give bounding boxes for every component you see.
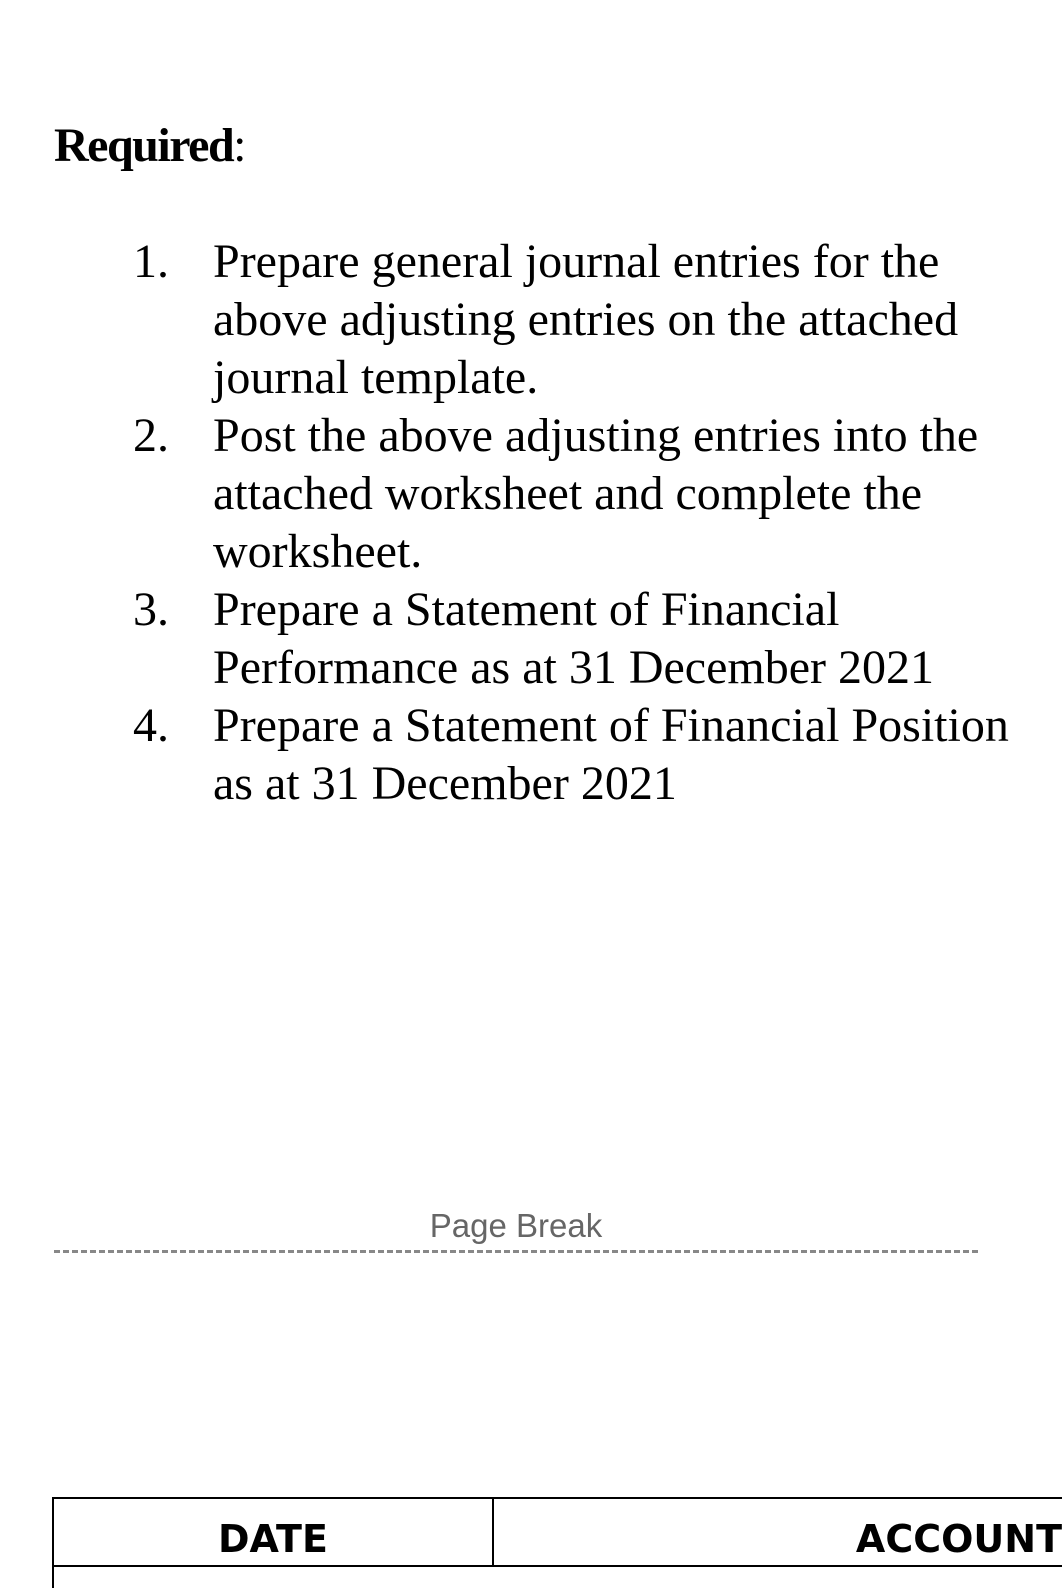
list-item bbox=[0, 581, 1013, 697]
list-item-text: Post the above adjusting entries into the attached worksheet and complete the worksheet. bbox=[213, 409, 979, 578]
list-item-text: Prepare a Statement of Financial Performance as at 31 December 2021 bbox=[213, 583, 935, 694]
list-item bbox=[0, 697, 1013, 813]
journal-table bbox=[52, 1497, 1062, 1588]
page-break bbox=[54, 1206, 978, 1256]
list-item-number: 2. bbox=[133, 409, 169, 462]
column-header-date: DATE bbox=[54, 1499, 494, 1565]
required-heading-colon: : bbox=[233, 119, 245, 172]
list-item bbox=[0, 233, 1013, 407]
list-item-text: Prepare general journal entries for the above adjusting entries on the attached journal template. bbox=[213, 235, 959, 404]
page-break-divider bbox=[54, 1250, 978, 1253]
journal-table-header-row bbox=[54, 1499, 1062, 1567]
required-list bbox=[0, 233, 1062, 813]
list-item bbox=[0, 407, 1013, 581]
list-item-number: 4. bbox=[133, 699, 169, 752]
required-heading-text: Required bbox=[54, 119, 234, 172]
list-item-number: 3. bbox=[133, 583, 169, 636]
list-item-number: 1. bbox=[133, 235, 169, 288]
page-break-label: Page Break bbox=[429, 1207, 603, 1244]
column-header-account: ACCOUNT bbox=[855, 1517, 1062, 1561]
required-heading bbox=[54, 118, 245, 174]
list-item-text: Prepare a Statement of Financial Position as at 31 December 2021 bbox=[213, 699, 1009, 810]
